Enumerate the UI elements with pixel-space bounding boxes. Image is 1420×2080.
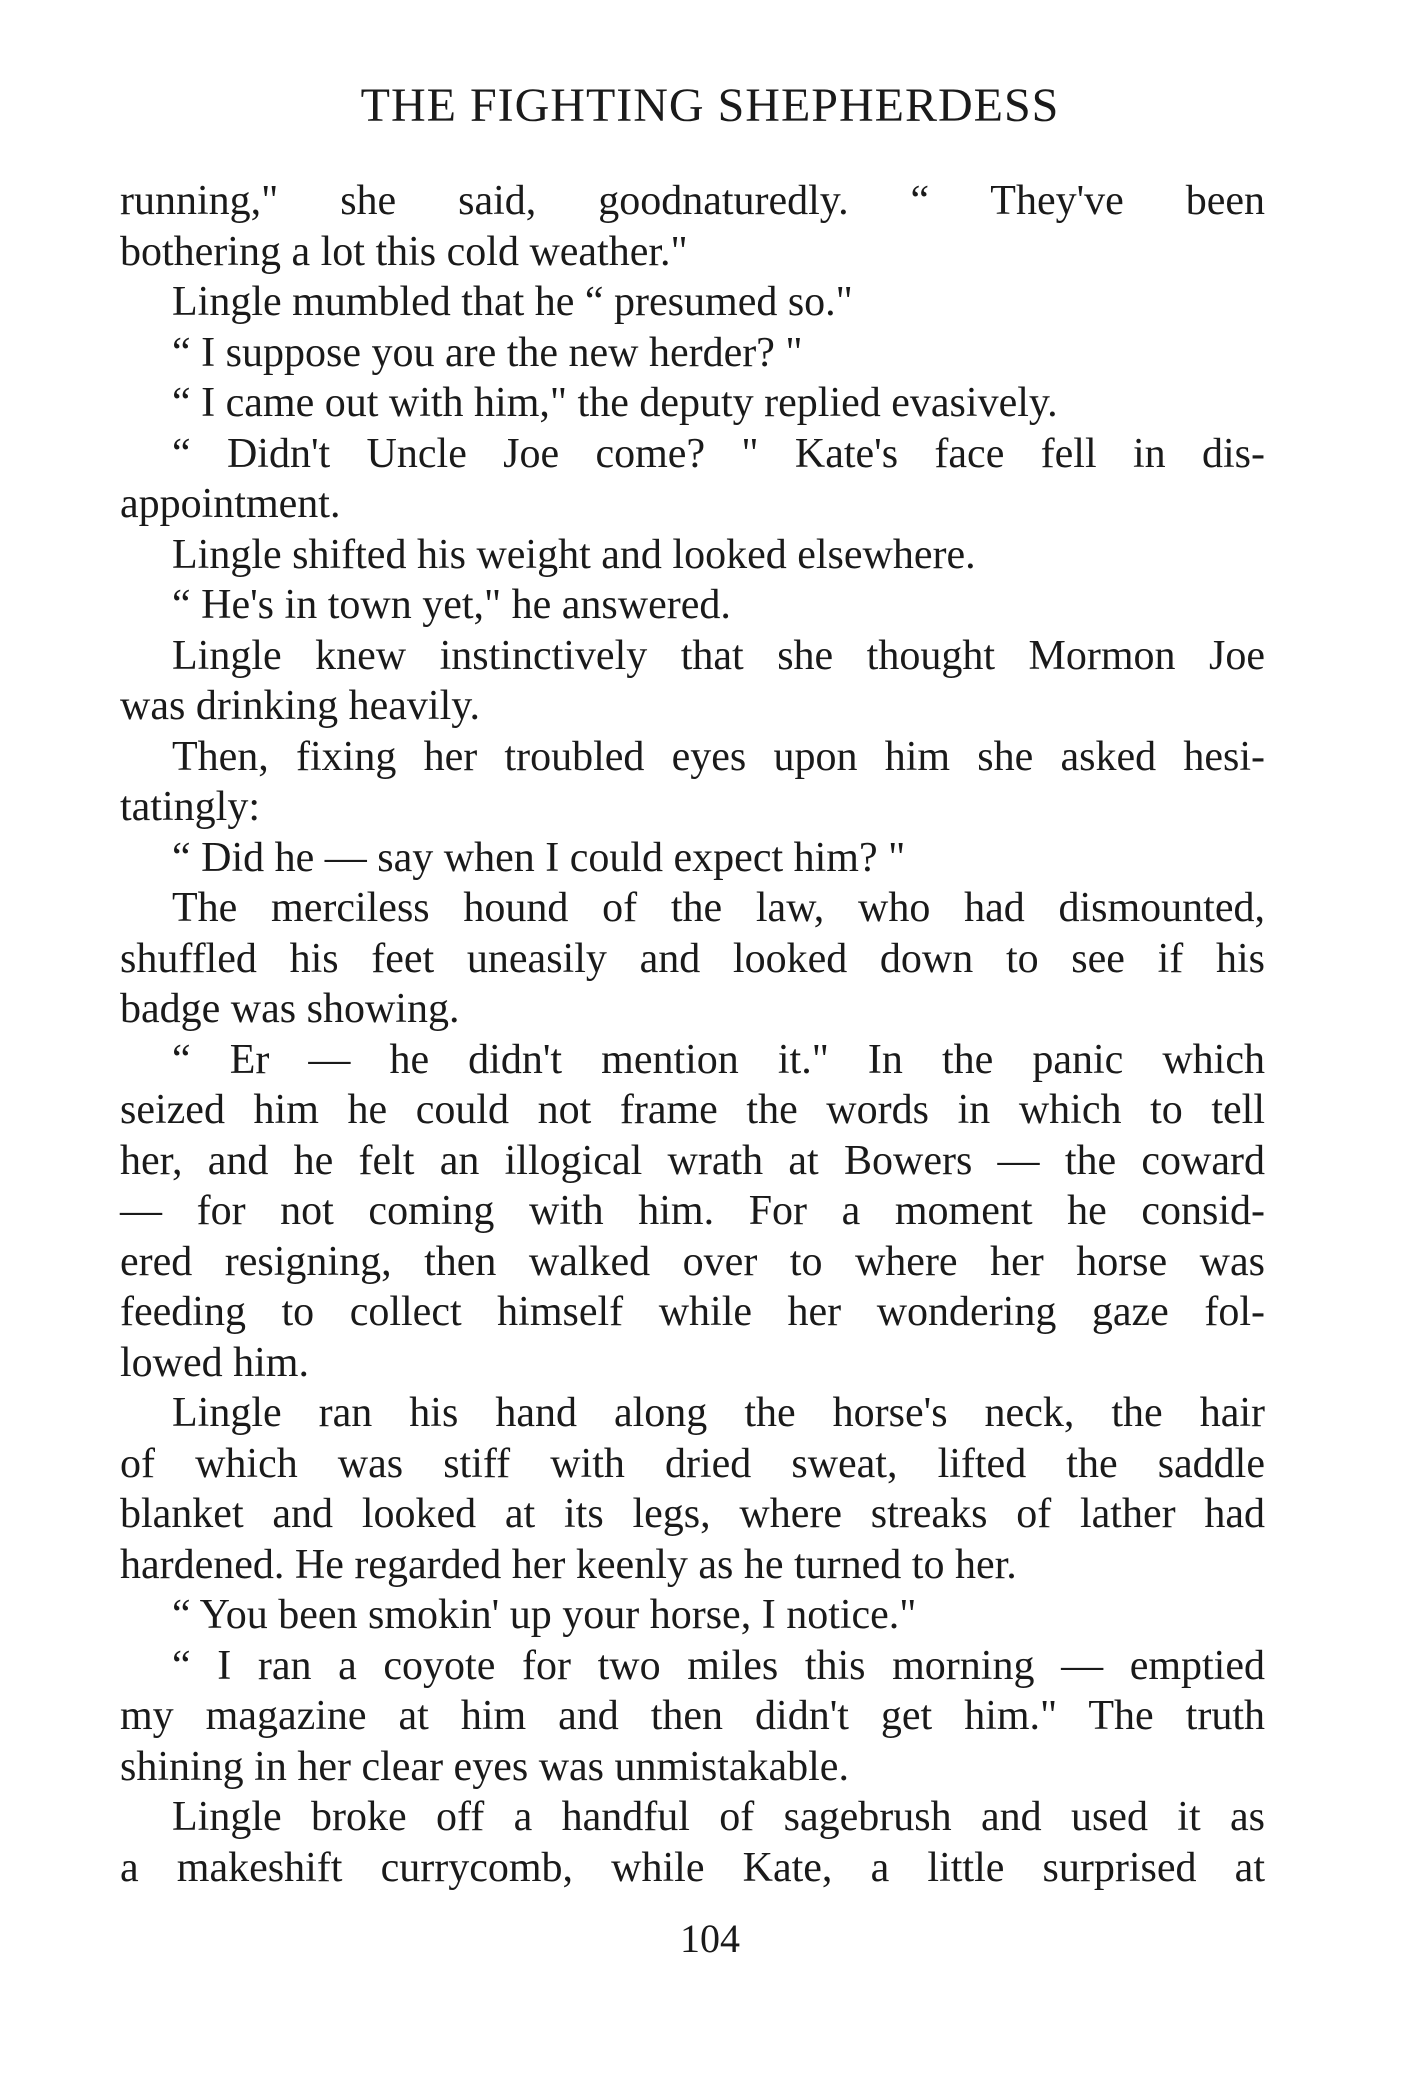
text-line: a makeshift currycomb, while Kate, a little surprised at bbox=[120, 1844, 1265, 1891]
running-head: THE FIGHTING SHEPHERDESS bbox=[360, 79, 1060, 132]
body-text bbox=[120, 176, 1265, 1893]
text-line: “ He's in town yet," he answered. bbox=[172, 582, 731, 628]
text-line: blanket and looked at its legs, where streaks of lather had bbox=[120, 1491, 1265, 1537]
text-line: bothering a lot this cold weather." bbox=[120, 228, 688, 275]
text-line: lowed him. bbox=[120, 1339, 309, 1386]
text-line: “ Did he — say when I could expect him? " bbox=[172, 834, 906, 881]
text-line: her, and he felt an illogical wrath at Bowers — the coward bbox=[120, 1137, 1265, 1184]
text-line: seized him he could not frame the words in which to tell bbox=[120, 1087, 1265, 1133]
text-line: Lingle broke off a handful of sagebrush and used it as bbox=[172, 1794, 1265, 1840]
page-number: 104 bbox=[680, 1916, 740, 1961]
text-line: tatingly: bbox=[120, 784, 260, 830]
text-line: of which was stiff with dried sweat, lifted the saddle bbox=[120, 1440, 1265, 1487]
text-line: shuffled his feet uneasily and looked down to see if his bbox=[120, 935, 1265, 982]
text-line: ered resigning, then walked over to where her horse was bbox=[120, 1238, 1265, 1285]
text-line: Then, fixing her troubled eyes upon him she asked hesi- bbox=[172, 733, 1265, 780]
text-line: Lingle ran his hand along the horse's neck, the hair bbox=[172, 1390, 1265, 1436]
text-line: running," she said, goodnaturedly. “ They've been bbox=[120, 178, 1265, 224]
text-line: “ Er — he didn't mention it." In the panic which bbox=[172, 1036, 1265, 1083]
text-line: feeding to collect himself while her wondering gaze fol- bbox=[120, 1289, 1265, 1335]
text-line: “ Didn't Uncle Joe come? " Kate's face fell in dis- bbox=[172, 430, 1265, 477]
text-line: “ I suppose you are the new herder? " bbox=[172, 329, 803, 376]
text-line: appointment. bbox=[120, 481, 341, 527]
text-line: my magazine at him and then didn't get him." The truth bbox=[120, 1693, 1265, 1739]
text-line: Lingle knew instinctively that she thought Mormon Joe bbox=[172, 632, 1265, 679]
text-line: was drinking heavily. bbox=[120, 683, 481, 729]
text-line: — for not coming with him. For a moment he consid- bbox=[120, 1188, 1265, 1234]
text-line: “ I ran a coyote for two miles this morning — emptied bbox=[172, 1642, 1265, 1689]
text-line: Lingle shifted his weight and looked elsewhere. bbox=[172, 531, 976, 578]
text-line: Lingle mumbled that he “ presumed so." bbox=[172, 279, 853, 325]
text-line: badge was showing. bbox=[120, 986, 460, 1032]
text-line: hardened. He regarded her keenly as he turned to her. bbox=[120, 1541, 1017, 1588]
text-line: The merciless hound of the law, who had dismounted, bbox=[172, 885, 1265, 931]
text-line: “ I came out with him," the deputy replied evasively. bbox=[172, 380, 1058, 426]
text-line: shining in her clear eyes was unmistakable. bbox=[120, 1743, 849, 1790]
text-line: “ You been smokin' up your horse, I notice." bbox=[172, 1592, 917, 1638]
